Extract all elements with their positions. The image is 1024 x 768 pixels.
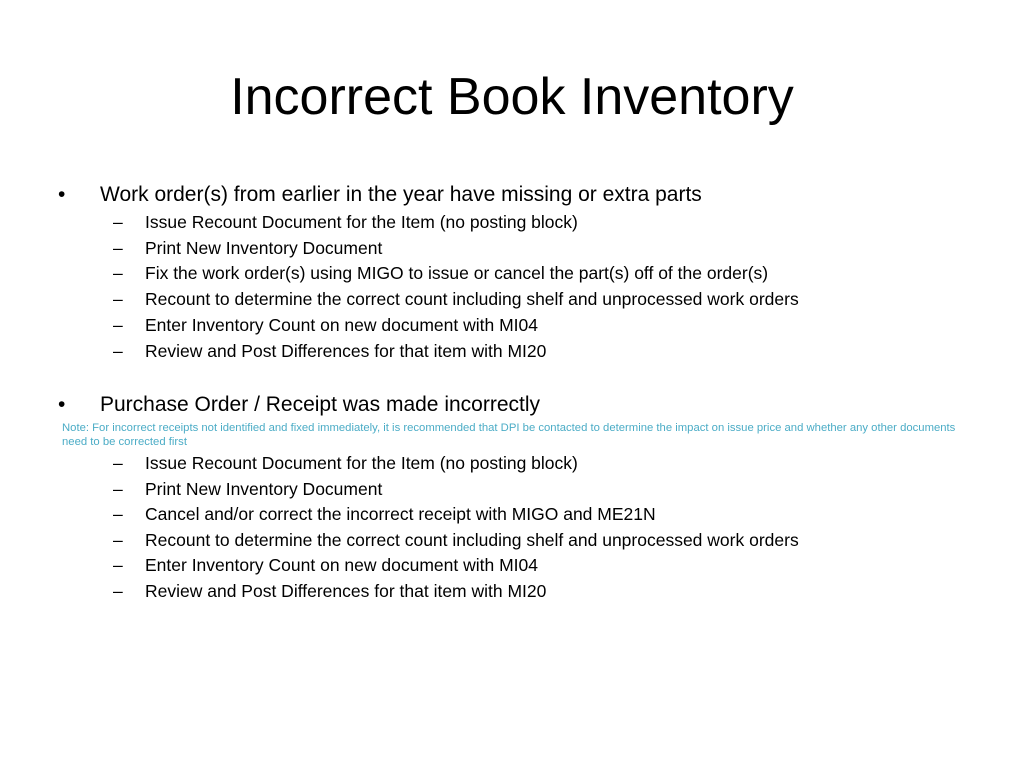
sub-item-text: Issue Recount Document for the Item (no posting block) bbox=[145, 453, 578, 473]
dash-icon: – bbox=[113, 555, 123, 575]
sub-item bbox=[0, 287, 1024, 311]
dash-icon: – bbox=[113, 212, 123, 232]
sub-item bbox=[0, 553, 1024, 577]
dash-icon: – bbox=[113, 289, 123, 309]
sub-item bbox=[0, 477, 1024, 501]
sub-item-text: Print New Inventory Document bbox=[145, 479, 383, 499]
dash-icon: – bbox=[113, 530, 123, 550]
bullet-icon: • bbox=[58, 393, 66, 416]
sub-item bbox=[0, 339, 1024, 363]
bullet-item-work-orders bbox=[0, 182, 1024, 208]
sub-item bbox=[0, 502, 1024, 526]
dash-icon: – bbox=[113, 238, 123, 258]
sub-item bbox=[0, 210, 1024, 234]
dash-icon: – bbox=[113, 581, 123, 601]
dash-icon: – bbox=[113, 479, 123, 499]
dash-icon: – bbox=[113, 453, 123, 473]
slide-title: Incorrect Book Inventory bbox=[230, 68, 794, 126]
dash-icon: – bbox=[113, 263, 123, 283]
dash-icon: – bbox=[113, 341, 123, 361]
sub-item bbox=[0, 528, 1024, 552]
sub-item-text: Cancel and/or correct the incorrect receipt with MIGO and ME21N bbox=[145, 504, 656, 524]
sub-item-text: Issue Recount Document for the Item (no posting block) bbox=[145, 212, 578, 232]
bullet-icon: • bbox=[58, 183, 66, 206]
sub-item bbox=[0, 579, 1024, 603]
sub-item-text: Recount to determine the correct count including shelf and unprocessed work orders bbox=[145, 530, 799, 550]
sub-item bbox=[0, 451, 1024, 475]
dash-icon: – bbox=[113, 315, 123, 335]
sub-item bbox=[0, 236, 1024, 260]
sub-item-text: Enter Inventory Count on new document with MI04 bbox=[145, 315, 538, 335]
sub-item-text: Print New Inventory Document bbox=[145, 238, 383, 258]
sub-item-text: Recount to determine the correct count including shelf and unprocessed work orders bbox=[145, 289, 799, 309]
bullet-text: Work order(s) from earlier in the year have missing or extra parts bbox=[100, 183, 702, 206]
sub-item-text: Fix the work order(s) using MIGO to issue or cancel the part(s) off of the order(s) bbox=[145, 263, 769, 283]
sub-item bbox=[0, 313, 1024, 337]
sub-item-text: Review and Post Differences for that item with MI20 bbox=[145, 341, 547, 361]
bullet-item-purchase-order bbox=[0, 392, 1024, 418]
sub-item-text: Review and Post Differences for that item with MI20 bbox=[145, 581, 547, 601]
sub-item-text: Enter Inventory Count on new document with MI04 bbox=[145, 555, 538, 575]
dash-icon: – bbox=[113, 504, 123, 524]
sub-item bbox=[0, 261, 1024, 285]
note-text: Note: For incorrect receipts not identified and fixed immediately, it is recommended that DPI be contacted to determine the impact on issue price and whether any other documents need to be corrected first bbox=[62, 422, 956, 448]
bullet-text: Purchase Order / Receipt was made incorrectly bbox=[100, 393, 541, 416]
